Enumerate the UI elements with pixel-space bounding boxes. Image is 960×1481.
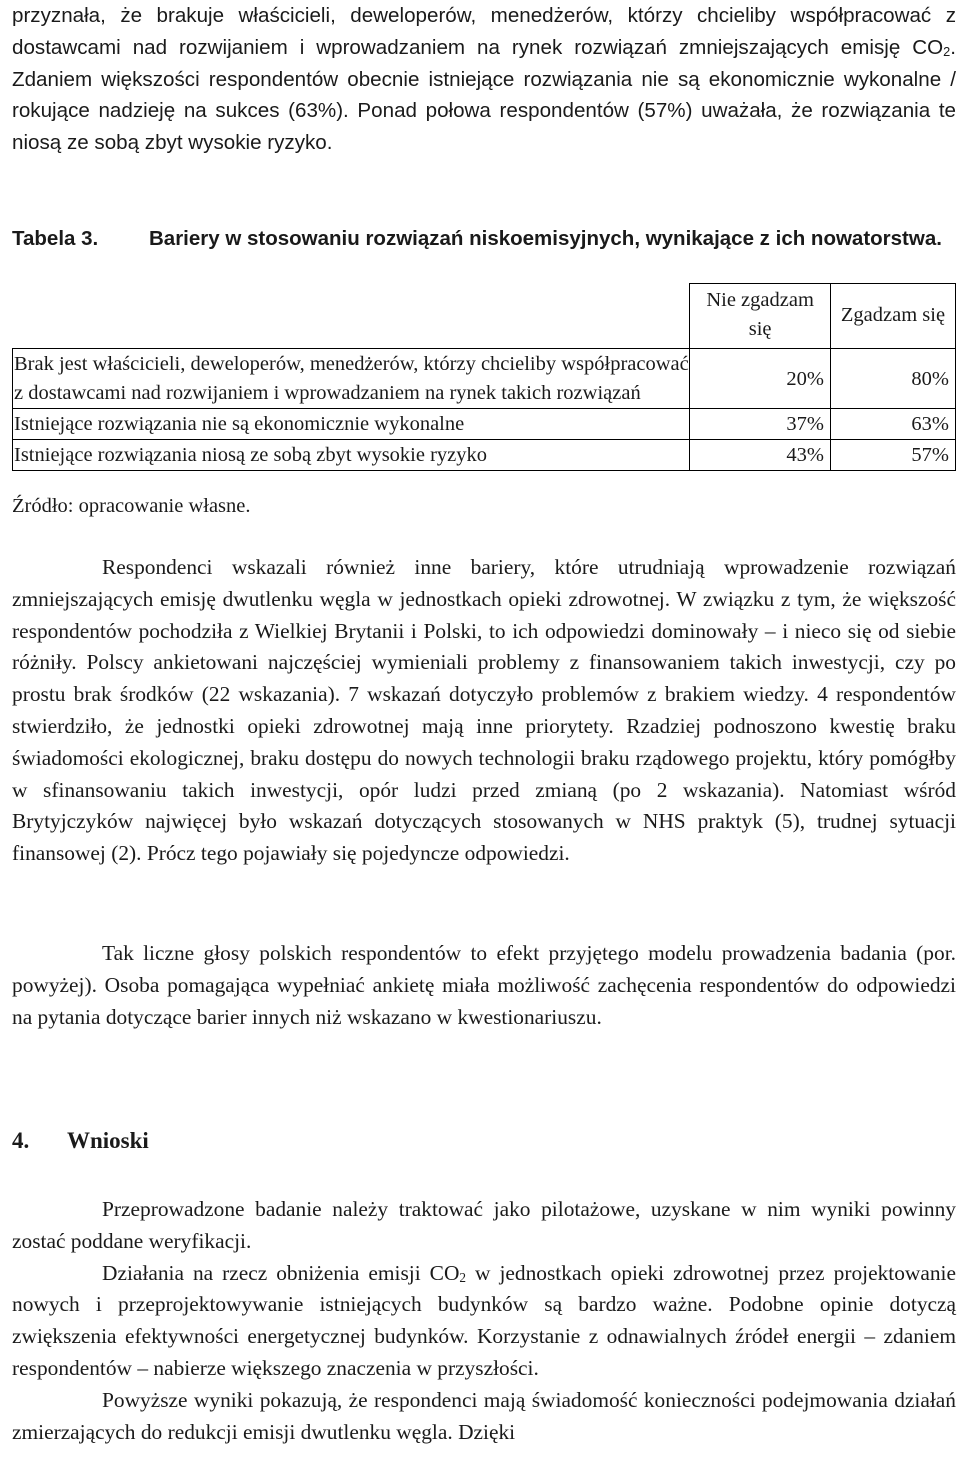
- intro-paragraph: [12, 0, 956, 159]
- paragraph-other-barriers: Respondenci wskazali również inne bariery, które utrudniają wprowadzenie rozwiązań zmniejszających emisję dwutlenku węgla w jednostkach opieki zdrowotnej. W związku z tym, że większość respondentów pochodziła z Wielkiej Brytanii i Polski, to ich odpowiedzi dominowały – i nieco się od siebie różniły. Polscy ankietowani najczęściej wymieniali problemy z finansowaniem takich inwestycji, czy po prostu brak środków (22 wskazania). 7 wskazań dotyczyło problemów z brakiem wiedzy. 4 respondentów stwierdziło, że jednostki opieki zdrowotnej mają inne priorytety. Rzadziej podnoszono kwestię braku świadomości ekologicznej, braku dostępu do nowych technologii braku rządowego projektu, który pomógłby w sfinansowaniu takich inwestycji, opór ludzi przed zmianą (po 2 wskazania). Natomiast wśród Brytyjczyków najwięcej było wskazań dotyczących stosowanych w NHS praktyk (5), trudnej sytuacji finansowej (2). Prócz tego pojawiały się pojedyncze odpowiedzi.: [12, 555, 956, 866]
- intro-text-b: . Zdaniem większości respondentów obecnie istniejące rozwiązania nie są ekonomicznie wykonalne / rokujące nadzieję na sukces (63%). Ponad połowa respondentów (57%) uważała, że rozwiązania te niosą ze sobą zbyt wysokie ryzyko.: [12, 35, 956, 155]
- barriers-table: [12, 283, 956, 471]
- co2-subscript: 2: [943, 43, 951, 59]
- row-agree-value: 80%: [830, 349, 955, 409]
- table-row: [13, 440, 956, 471]
- table-source: Źródło: opracowanie własne.: [12, 495, 251, 517]
- co2-actions-text-a: Działania na rzecz obniżenia emisji CO: [102, 1260, 460, 1285]
- barriers-discussion: [12, 552, 956, 870]
- header-disagree: Nie zgadzam się: [690, 284, 831, 349]
- intro-section: [12, 0, 956, 159]
- intro-text-a: przyznała, że brakuje właścicieli, deweloperów, menedżerów, którzy chcieliby współpracować z dostawcami nad rozwijaniem i wprowadzaniem na rynek rozwiązań zmniejszających emisję CO: [12, 4, 956, 59]
- conclusions-section: [12, 1194, 956, 1448]
- paragraph-pilot-study: Przeprowadzone badanie należy traktować jako pilotażowe, uzyskane w nim wyniki powinny zostać poddane weryfikacji.: [12, 1197, 956, 1253]
- row-disagree-value: 37%: [690, 409, 831, 440]
- row-agree-value: 57%: [830, 440, 955, 471]
- row-label: Istniejące rozwiązania nie są ekonomicznie wykonalne: [13, 409, 690, 440]
- row-agree-value: 63%: [830, 409, 955, 440]
- paragraph-results-summary: Powyższe wyniki pokazują, że respondenci mają świadomość konieczności podejmowania działań zmierzających do redukcji emisji dwutlenku węgla. Dzięki: [12, 1387, 956, 1444]
- co2-subscript: 2: [459, 1269, 467, 1285]
- header-empty-cell: [13, 284, 690, 349]
- paragraph-polish-respondents: Tak liczne głosy polskich respondentów to efekt przyjętego modelu prowadzenia badania (por. powyżej). Osoba pomagająca wypełniać ankietę miała możliwość zachęcenia respondentów do odpowiedzi na pytania dotyczące barier innych niż wskazano w kwestionariuszu.: [12, 941, 956, 1029]
- table-caption-text: Bariery w stosowaniu rozwiązań niskoemisyjnych, wynikające z ich nowatorstwa.: [149, 227, 942, 250]
- section-title: Wnioski: [67, 1128, 149, 1153]
- row-disagree-value: 20%: [690, 349, 831, 409]
- polish-respondents-discussion: [12, 938, 956, 1033]
- co2-actions-text-b: w jednostkach opieki zdrowotnej przez projektowanie nowych i przeprojektowywanie istniejących budynków są bardzo ważne. Podobne opinie dotyczą zwiększenia efektywności energetycznej budynków. Korzystanie z odnawialnych źródeł energii – zdaniem respondentów – nabierze większego znaczenia w przyszłości.: [12, 1260, 956, 1380]
- header-agree: Zgadzam się: [830, 284, 955, 349]
- table-caption-label: Tabela 3.: [12, 227, 99, 250]
- table-row: [13, 349, 956, 409]
- table-header-row: [13, 284, 956, 349]
- table-row: [13, 409, 956, 440]
- row-label: Brak jest właścicieli, deweloperów, menedżerów, którzy chcieliby współpracować z dostawcami nad rozwijaniem i wprowadzaniem na rynek takich rozwiązań: [13, 349, 690, 409]
- row-label: Istniejące rozwiązania niosą ze sobą zbyt wysokie ryzyko: [13, 440, 690, 471]
- section-number: 4.: [12, 1128, 30, 1153]
- row-disagree-value: 43%: [690, 440, 831, 471]
- paragraph-co2-actions: [12, 1258, 956, 1385]
